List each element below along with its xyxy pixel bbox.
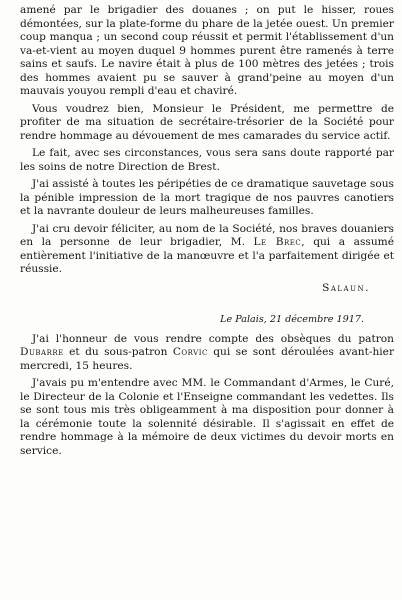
brigadier-name: Le Brec [253,236,302,248]
paragraph-witness: J'ai assisté à toutes les péripéties de ce dramatique sauvetage sous la pénible impression de la mort tragique de nos pauvres canotiers et la navrante douleur de leurs malheureuses familles. [20,178,394,217]
funeral-text-a: J'ai l'honneur de vous rendre compte des obsèques du patron [32,332,394,345]
dateline: Le Palais, 21 décembre 1917. [220,314,364,325]
funeral-text-b: et du sous-patron [63,346,173,358]
paragraph-ceremony: J'avais pu m'entendre avec MM. le Commandant d'Armes, le Curé, le Directeur de la Colonie et l'Enseigne commandant les vedettes. Ils se sont tous mis très obligeamment à ma disposition pour donner à la cérémonie toute la solennité désirable. Il s'agissait en effet de rendre hommage à la mémoire de deux victimes du devoir morts en service. [20,377,394,457]
paragraph-funeral-report [20,333,394,374]
signature: Salaun. [322,281,370,294]
funeral-text-c: qui se sont déroulées avant-hier mercredi, 15 heures. [20,346,395,372]
paragraph-report-notice: Le fait, avec ses circonstances, vous sera sans doute rapporté par les soins de notre Direction de Brest. [20,147,394,173]
congratulations-text-start: J'ai cru devoir féliciter, au nom de la Société, nos braves douaniers en la personne de leur brigadier, M. [20,222,394,248]
congratulations-text-end: , qui a assumé entièrement l'initiative de la manœuvre et l'a parfaitement dirigée et réussie. [20,236,394,275]
paragraph-tribute: Vous voudrez bien, Monsieur le Président, me permettre de profiter de ma situation de secrétaire-trésorier de la Société pour rendre hommage au dévouement de mes camarades du service actif. [20,102,394,142]
patron-name: Dubarre [20,346,64,358]
paragraph-rescue-account: amené par le brigadier des douanes ; on put le hisser, roues démontées, sur la plate-forme du phare de la jetée ouest. Un premier coup manqua ; un second coup réussit et permit l'établissement d'un va-et-vient au moyen duquel 9 hommes purent être ramenés à terre sains et saufs. Le navire était à plus de 100 mètres des jetées ; trois des hommes avaient pu se sauver à grand'peine au moyen d'un mauvais youyou rempli d'eau et chaviré. [20,4,394,97]
sous-patron-name: Corvic [172,346,208,358]
paragraph-congratulations [20,223,394,277]
